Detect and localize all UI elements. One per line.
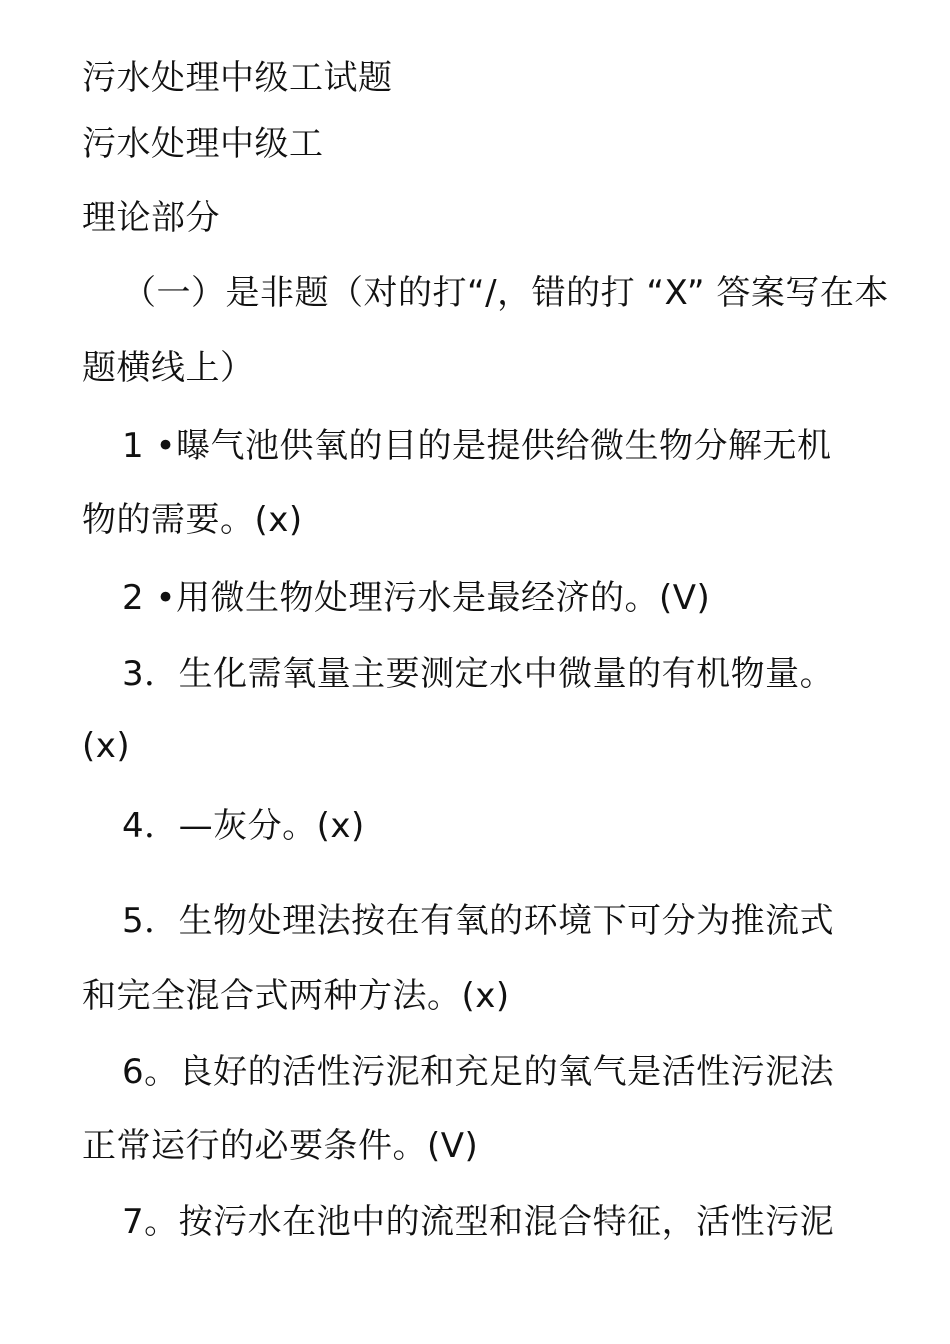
question-7-line-1: 7。按污水在池中的流型和混合特征，活性污泥 xyxy=(122,1202,835,1242)
section-instruction-line-1: （一）是非题（对的打“/，错的打 “X” 答案写在本 xyxy=(122,273,889,313)
question-6-line-1: 6。良好的活性污泥和充足的氧气是活性污泥法 xyxy=(122,1052,835,1092)
question-2-line-1: 2 •用微生物处理污水是最经济的。(V) xyxy=(122,578,711,618)
question-3-line-2: (x) xyxy=(82,726,131,766)
question-5-line-1: 5．生物处理法按在有氧的环境下可分为推流式 xyxy=(122,901,835,941)
question-1-line-1: 1 •曝气池供氧的目的是提供给微生物分解无机 xyxy=(122,426,832,466)
question-5-line-2: 和完全混合式两种方法。(x) xyxy=(82,976,510,1016)
section-instruction-line-2: 题横线上） xyxy=(82,348,255,388)
question-6-line-2: 正常运行的必要条件。(V) xyxy=(82,1126,479,1166)
question-4-line-1: 4．—灰分。(x) xyxy=(122,806,365,846)
document-title: 污水处理中级工试题 xyxy=(82,58,393,98)
document-subtitle: 污水处理中级工 xyxy=(82,124,324,164)
question-1-line-2: 物的需要。(x) xyxy=(82,500,303,540)
question-3-line-1: 3．生化需氧量主要测定水中微量的有机物量。 xyxy=(122,654,835,694)
section-heading: 理论部分 xyxy=(82,198,220,238)
